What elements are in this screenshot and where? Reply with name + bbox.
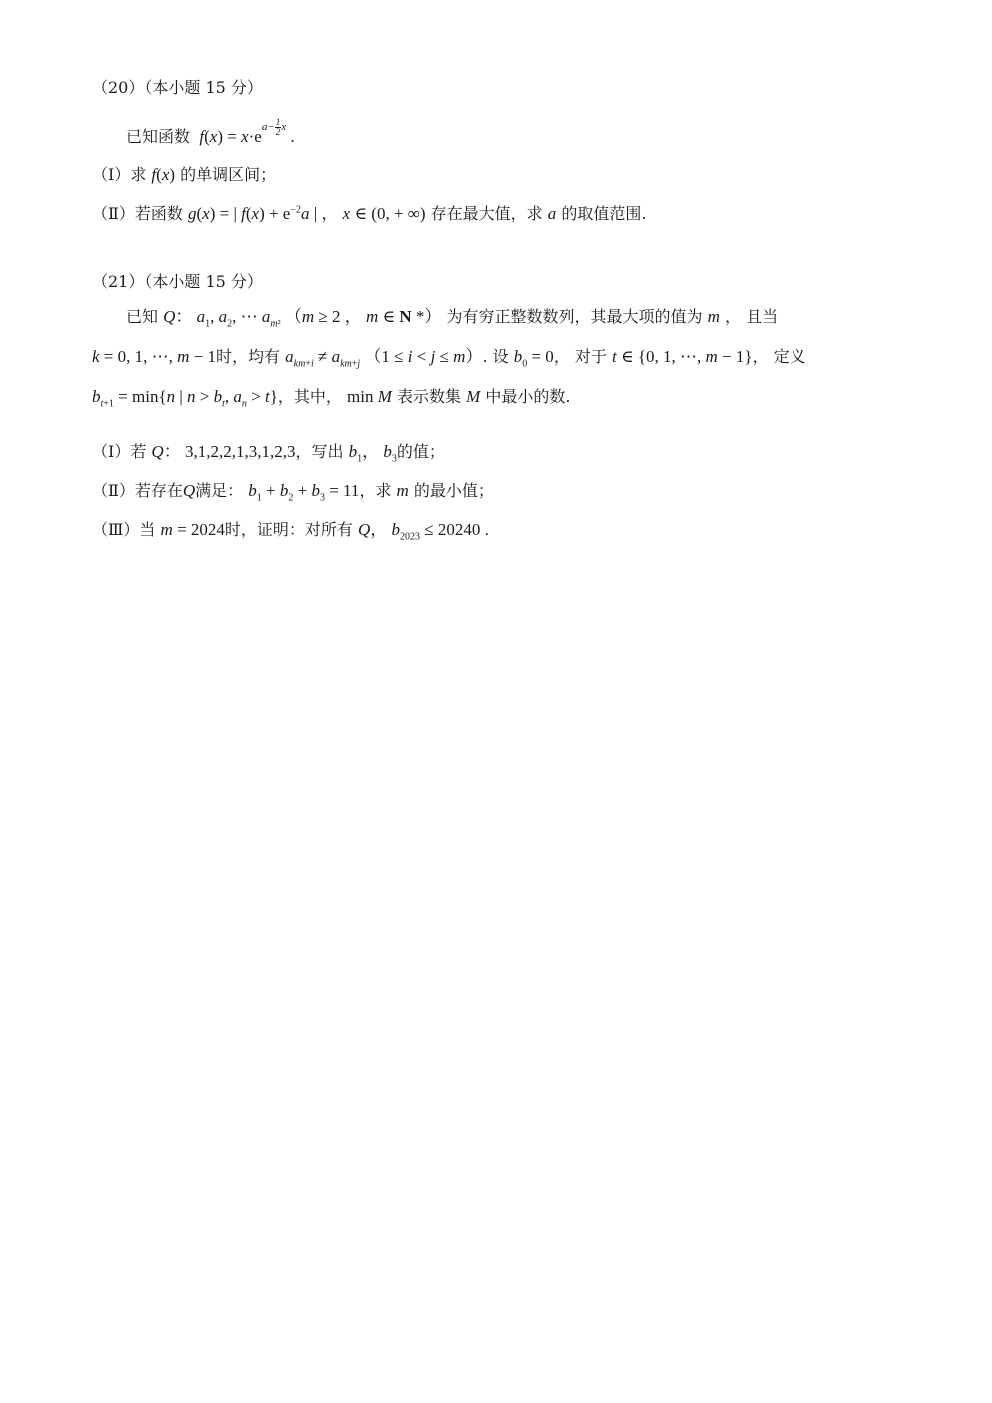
q21-part2-suffix: ，求 bbox=[359, 481, 392, 500]
q21-line3-var-M: M bbox=[466, 387, 481, 406]
q21-part1-mid: ，写出 bbox=[295, 442, 344, 461]
q21-line1-mid: 为有穷正整数数列，其最大项的值为 bbox=[446, 307, 703, 326]
q20-part1 bbox=[92, 164, 276, 186]
q21-line2-t-set: t ∈ {0, 1, ⋯, m − 1} bbox=[612, 347, 753, 366]
q21-part3 bbox=[92, 519, 489, 541]
q21-part2-var-m: m bbox=[396, 481, 409, 500]
q20-header: （20）（本小题 15 分） bbox=[92, 78, 263, 97]
q20-stem bbox=[126, 116, 295, 150]
q20-part1-formula: f(x) bbox=[151, 165, 176, 184]
q21-part2-end: 的最小值； bbox=[413, 481, 494, 500]
q21-line1-formula: Q： $a_1$, $a_2$, ⋯ $a_{m^2}$ （m ≥ 2 ， m ∈ N *） bbox=[163, 307, 442, 330]
q20-part1-prefix: （Ⅰ）求 bbox=[92, 165, 147, 184]
q21-line3 bbox=[92, 386, 570, 408]
q21-header: （21）（本小题 15 分） bbox=[92, 272, 263, 291]
q21-line1-prefix: 已知 bbox=[126, 307, 159, 326]
q20-part1-suffix: 的单调区间； bbox=[180, 165, 277, 184]
q21-line2-b0: $b_0 = 0$ bbox=[513, 347, 554, 370]
q20-part2-formula: g(x) = | $f(x) + e^{-2}a$ | ， x ∈ (0, + ∞) bbox=[187, 204, 426, 223]
q21-line2-d: ， 定义 bbox=[752, 347, 806, 366]
q21-line2-b: . 设 bbox=[482, 347, 509, 366]
q21-line1-var-m: m bbox=[707, 307, 720, 326]
q21-line2-k-range: k = 0, 1, ⋯, m − 1 bbox=[92, 347, 217, 366]
q20-function-formula: $f(x) = x\cdot e^{a- \frac{1}{2} x}$ . bbox=[199, 116, 295, 146]
q21-line2-c: ， 对于 bbox=[553, 347, 607, 366]
q21-line2 bbox=[92, 346, 806, 368]
q21-part2-mid: 满足： bbox=[195, 481, 244, 500]
q21-part1 bbox=[92, 441, 445, 463]
q21-line2-a: 时，均有 bbox=[216, 347, 281, 366]
q21-part3-m-eq: m = 2024 bbox=[160, 520, 225, 539]
q21-line1 bbox=[126, 306, 778, 328]
q20-stem-prefix: 已知函数 bbox=[126, 127, 191, 146]
q21-part1-sequence: 3,1,2,2,1,3,1,2,3 bbox=[184, 442, 296, 461]
q21-part3-bound-value: 20240 bbox=[437, 520, 481, 539]
q21-line2-inequality: $a_{km+i} \ne a_{km+j}$ （1 ≤ i < j ≤ m） bbox=[285, 347, 483, 370]
q21-part3-prefix: （Ⅲ）当 bbox=[92, 520, 156, 539]
q21-part1-Q: Q： bbox=[151, 442, 185, 461]
q20-part2 bbox=[92, 203, 646, 225]
q21-line3-definition: $b_{t+1} = \min\{n$ | $n > b_t$, $a_n > t$} bbox=[92, 387, 278, 410]
q21-part2-prefix: （Ⅱ）若存在 bbox=[92, 481, 183, 500]
q21-part1-suffix: 的值； bbox=[396, 442, 445, 461]
q21-line3-b: 表示数集 bbox=[396, 387, 461, 406]
q20-part2-var-a: a bbox=[547, 204, 557, 223]
q21-part3-year: 2024 bbox=[190, 520, 225, 539]
q21-part3-mid: 时，证明：对所有 bbox=[224, 520, 353, 539]
q21-part2 bbox=[92, 480, 494, 502]
q21-line3-c: 中最小的数. bbox=[485, 387, 571, 406]
q21-line1-suffix: ， 且当 bbox=[724, 307, 779, 326]
q21-part2-var-Q: Q bbox=[182, 481, 196, 500]
q21-part2-sum: $b_1 + b_2 + b_3 = 11$ bbox=[248, 481, 360, 504]
q20-part2-suffix: 的取值范围. bbox=[561, 204, 647, 223]
q21-part3-bound: Q， $b_{2023} \le 20240$ . bbox=[358, 520, 489, 543]
q21-line3-a: ，其中， bbox=[277, 387, 342, 406]
q20-part2-prefix: （Ⅱ）若函数 bbox=[92, 204, 183, 223]
q21-part1-terms: $b_1$， $b_3$ bbox=[348, 442, 397, 465]
q20-part2-mid: 存在最大值，求 bbox=[430, 204, 543, 223]
q21-line3-minM: min M bbox=[347, 387, 392, 406]
q21-part1-prefix: （Ⅰ）若 bbox=[92, 442, 147, 461]
